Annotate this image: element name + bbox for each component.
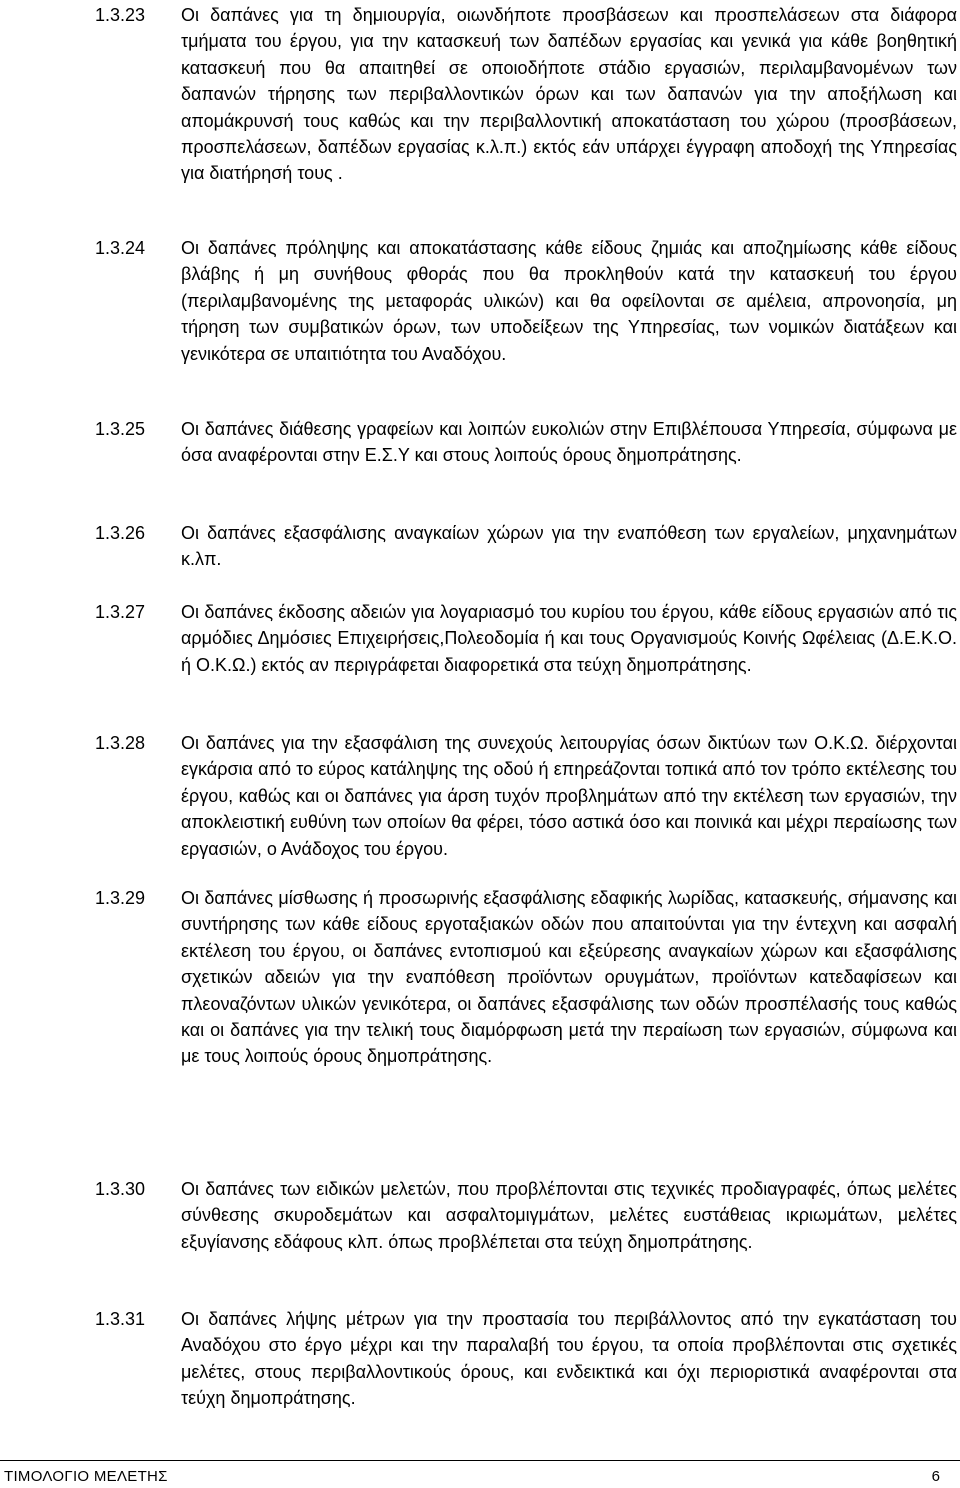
clause-number: 1.3.31 (95, 1309, 146, 1329)
clause-text: Οι δαπάνες έκδοσης αδειών για λογαριασμό του κυρίου του έργου, κάθε είδους εργασιών από τις αρμόδιες Δημόσιες Επιχειρήσεις,Πολεοδομία ή και τους Οργανισμούς Κοινής Ωφέλειας (Δ.Ε.Κ.Ο. ή Ο.Κ.Ω.) εκτός αν περιγράφεται διαφορετικά στα τεύχη δημοπράτησης. (181, 602, 957, 675)
clause-number: 1.3.29 (95, 888, 146, 908)
clause-1-3-28 (0, 730, 960, 862)
clause-text: Οι δαπάνες λήψης μέτρων για την προστασία του περιβάλλοντος από την εγκατάσταση του Αναδόχου στο έργο μέχρι και την παραλαβή του έργου, τα οποία προβλέπονται στις σχετικές μελέτες, στους περιβαλλοντικούς όρους, και ενδεικτικά και όχι περιοριστικά αναφέρονται στα τεύχη δημοπράτησης. (181, 1309, 957, 1409)
clause-number: 1.3.25 (95, 419, 146, 439)
clause-1-3-26 (0, 520, 960, 573)
clause-number: 1.3.23 (95, 5, 146, 25)
footer-divider (0, 1460, 960, 1461)
clause-text: Οι δαπάνες για την εξασφάλιση της συνεχούς λειτουργίας όσων δικτύων των Ο.Κ.Ω. διέρχονται εγκάρσια από το εύρος κατάληψης της οδού ή επηρεάζονται τοπικά από τον τρόπο εκτέλεσης του έργου, καθώς και οι δαπάνες για άρση τυχόν προβλημάτων από την εκτέλεση των εργασιών, την αποκλειστική ευθύνη των οποίων θα φέρει, τόσο αστικά όσο και ποινικά και μέχρι περαίωσης των εργασιών, ο Ανάδοχος του έργου. (181, 733, 957, 859)
clause-number: 1.3.27 (95, 602, 146, 622)
page-number: 6 (931, 1468, 940, 1485)
clause-text: Οι δαπάνες εξασφάλισης αναγκαίων χώρων για την εναπόθεση των εργαλείων, μηχανημάτων κ.λπ. (181, 523, 957, 570)
clause-text: Οι δαπάνες διάθεσης γραφείων και λοιπών ευκολιών στην Επιβλέπουσα Υπηρεσία, σύμφωνα με όσα αναφέρονται στην Ε.Σ.Υ και στους λοιπούς όρους δημοπράτησης. (181, 419, 957, 466)
clause-number: 1.3.26 (95, 523, 146, 543)
clause-1-3-27 (0, 599, 960, 678)
clause-number: 1.3.30 (95, 1179, 146, 1199)
clause-1-3-24 (0, 235, 960, 367)
clause-text: Οι δαπάνες των ειδικών μελετών, που προβλέπονται στις τεχνικές προδιαγραφές, όπως μελέτες σύνθεσης σκυροδεμάτων και ασφαλτομιγμάτων, μελέτες ευστάθειας ικριωμάτων, μελέτες εξυγίανσης εδάφους κλπ. όπως προβλέπεται στα τεύχη δημοπράτησης. (181, 1179, 957, 1252)
clause-1-3-25 (0, 416, 960, 469)
clause-text: Οι δαπάνες για τη δημιουργία, οιωνδήποτε προσβάσεων και προσπελάσεων στα διάφορα τμήματα του έργου, για την κατασκευή των δαπέδων εργασίας και γενικά για κάθε βοηθητική κατασκευή που θα απαιτηθεί σε οποιοδήποτε στάδιο εργασιών, περιλαμβανομένων των δαπανών τήρησης των περιβαλλοντικών όρων και των δαπανών για την αποξήλωση και απομάκρυνσή τους καθώς και την περιβαλλοντική αποκατάσταση του χώρου (προσβάσεων, προσπελάσεων, δαπέδων εργασίας κ.λ.π.) εκτός εάν υπάρχει έγγραφη αποδοχή της Υπηρεσίας για διατήρησή τους . (181, 5, 957, 184)
clause-1-3-29 (0, 885, 960, 1070)
footer-title: ΤΙΜΟΛΟΓΙΟ ΜΕΛΕΤΗΣ (4, 1468, 168, 1485)
clause-1-3-30 (0, 1176, 960, 1255)
clause-text: Οι δαπάνες μίσθωσης ή προσωρινής εξασφάλισης εδαφικής λωρίδας, κατασκευής, σήμανσης και συντήρησης των κάθε είδους εργοταξιακών οδών που απαιτούνται για την έντεχνη και ασφαλή εκτέλεση του έργου, οι δαπάνες εντοπισμού και εξεύρεσης αναγκαίων χώρων και εξασφάλισης σχετικών αδειών για την εναπόθεση προϊόντων ορυγμάτων, προϊόντων κατεδαφίσεων και πλεοναζόντων υλικών γενικότερα, οι δαπάνες εξασφάλισης των οδών προσπέλασής τους καθώς και οι δαπάνες για την τελική τους διαμόρφωση μετά την περαίωση των εργασιών, σύμφωνα και με τους λοιπούς όρους δημοπράτησης. (181, 888, 957, 1067)
clause-1-3-23 (0, 2, 960, 187)
clause-number: 1.3.28 (95, 733, 146, 753)
clause-1-3-31 (0, 1306, 960, 1412)
clause-number: 1.3.24 (95, 238, 146, 258)
clause-text: Οι δαπάνες πρόληψης και αποκατάστασης κάθε είδους ζημιάς και αποζημίωσης κάθε είδους βλάβης ή μη συνήθους φθοράς που θα προκληθούν κατά την κατασκευή του έργου (περιλαμβανομένης της μεταφοράς υλικών) και θα οφείλονται σε αμέλεια, απρονοησία, μη τήρηση των συμβατικών όρων, των υποδείξεων της Υπηρεσίας, των νομικών διατάξεων και γενικότερα σε υπαιτιότητα του Αναδόχου. (181, 238, 957, 364)
